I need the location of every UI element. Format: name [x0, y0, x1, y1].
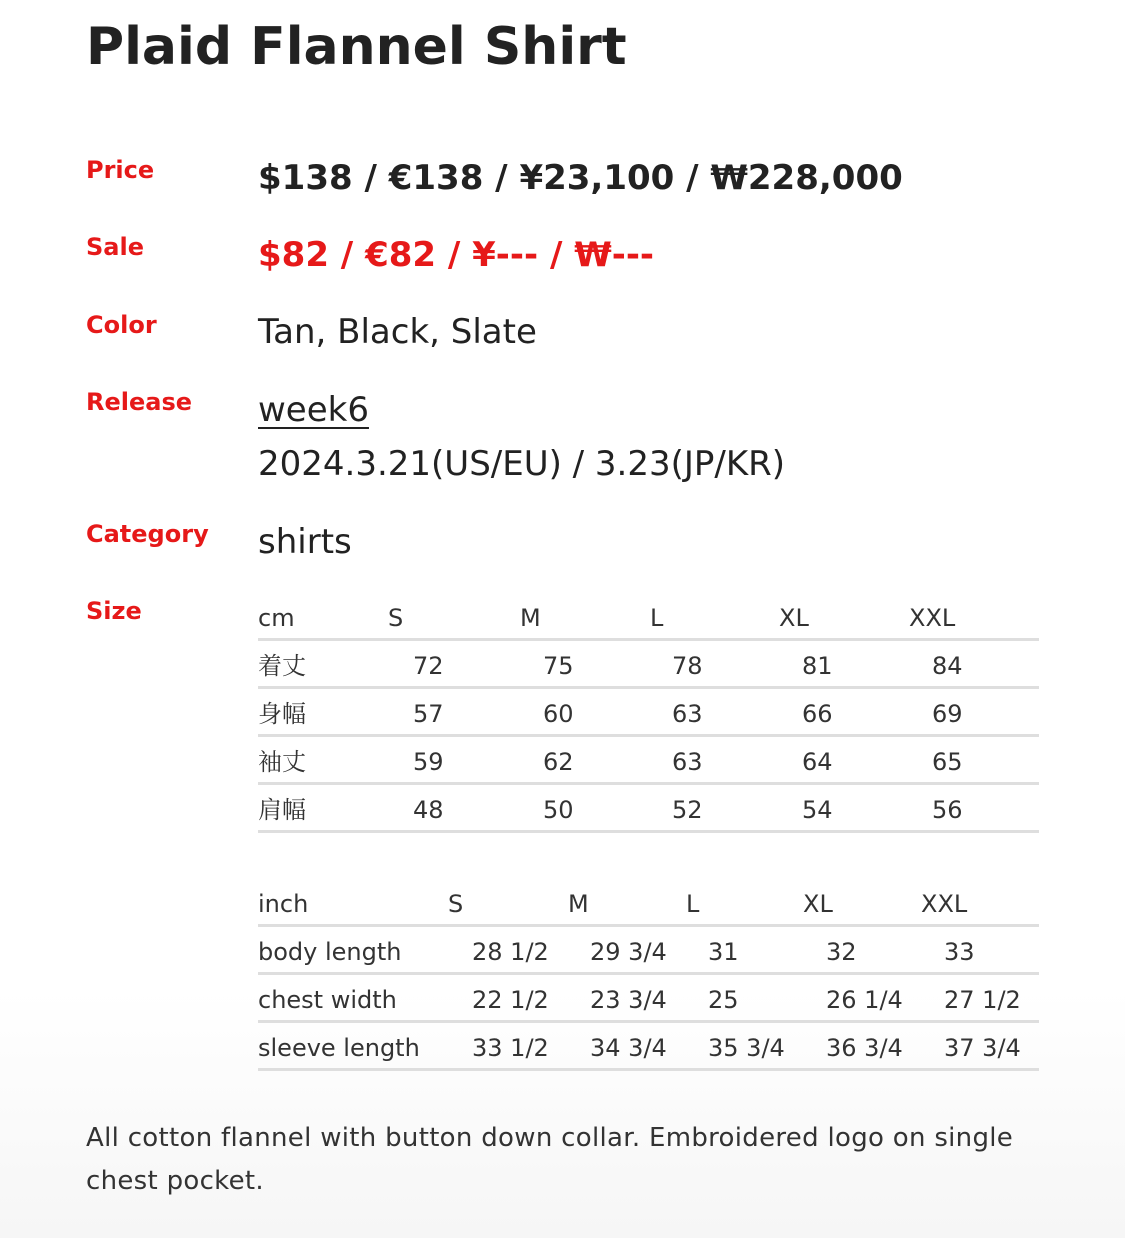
- table-cell: 36 3/4: [826, 1034, 903, 1062]
- table-row: [258, 689, 1039, 737]
- color-label: Color: [86, 311, 157, 339]
- table-cell: 25: [708, 986, 739, 1014]
- table-cell: 64: [802, 748, 833, 776]
- column-header: S: [388, 604, 404, 632]
- column-header: L: [686, 890, 700, 918]
- table-cell: 60: [543, 700, 574, 728]
- table-cell: 31: [708, 938, 739, 966]
- table-cell: 34 3/4: [590, 1034, 667, 1062]
- table-cell: 59: [413, 748, 444, 776]
- product-description: All cotton flannel with button down collar. Embroidered logo on single chest pocket.: [86, 1123, 1014, 1196]
- table-cell: 56: [932, 796, 963, 824]
- size-table-cm: [258, 593, 1039, 833]
- table-cell: 37 3/4: [944, 1034, 1021, 1062]
- column-header: XXL: [921, 890, 968, 918]
- table-cell: 26 1/4: [826, 986, 903, 1014]
- release-dates: 2024.3.21(US/EU) / 3.23(JP/KR): [258, 444, 786, 484]
- table-cell: 27 1/2: [944, 986, 1021, 1014]
- sale-value: $82 / €82 / ¥--- / ₩---: [258, 235, 655, 275]
- table-cell: 62: [543, 748, 574, 776]
- table-row: [258, 927, 1039, 975]
- color-value: Tan, Black, Slate: [258, 312, 537, 352]
- table-cell: 33 1/2: [472, 1034, 549, 1062]
- release-label: Release: [86, 388, 193, 416]
- row-label: sleeve length: [258, 1034, 420, 1062]
- size-table-inch: [258, 879, 1039, 1071]
- column-header: XL: [803, 890, 833, 918]
- row-label: 着丈: [258, 652, 306, 680]
- column-header: XL: [779, 604, 809, 632]
- table-cell: 50: [543, 796, 574, 824]
- table-row: [258, 1023, 1039, 1071]
- table-cell: 22 1/2: [472, 986, 549, 1014]
- table-cell: 52: [672, 796, 703, 824]
- product-title: Plaid Flannel Shirt: [86, 17, 627, 77]
- row-label: 肩幅: [258, 796, 306, 824]
- table-cell: 84: [932, 652, 963, 680]
- table-cell: 32: [826, 938, 857, 966]
- row-label: 袖丈: [258, 748, 306, 776]
- table-row: [258, 641, 1039, 689]
- unit-header: cm: [258, 604, 295, 632]
- table-cell: 29 3/4: [590, 938, 667, 966]
- table-cell: 54: [802, 796, 833, 824]
- table-row: [258, 785, 1039, 833]
- table-cell: 78: [672, 652, 703, 680]
- column-header: XXL: [909, 604, 956, 632]
- column-header: S: [448, 890, 464, 918]
- table-cell: 48: [413, 796, 444, 824]
- column-header: M: [568, 890, 589, 918]
- table-cell: 65: [932, 748, 963, 776]
- table-cell: 57: [413, 700, 444, 728]
- table-cell: 81: [802, 652, 833, 680]
- row-label: body length: [258, 938, 402, 966]
- table-cell: 69: [932, 700, 963, 728]
- size-label: Size: [86, 597, 142, 625]
- release-week-link[interactable]: week6: [258, 390, 369, 430]
- table-cell: 23 3/4: [590, 986, 667, 1014]
- row-label: chest width: [258, 986, 397, 1014]
- table-cell: 63: [672, 748, 703, 776]
- table-cell: 75: [543, 652, 574, 680]
- category-label: Category: [86, 520, 209, 548]
- table-cell: 33: [944, 938, 975, 966]
- category-value: shirts: [258, 522, 352, 562]
- table-cell: 66: [802, 700, 833, 728]
- table-cell: 28 1/2: [472, 938, 549, 966]
- unit-header: inch: [258, 890, 309, 918]
- table-header-row: [258, 593, 1039, 641]
- column-header: L: [650, 604, 664, 632]
- column-header: M: [520, 604, 541, 632]
- table-row: [258, 737, 1039, 785]
- sale-label: Sale: [86, 233, 144, 261]
- price-label: Price: [86, 156, 155, 184]
- table-cell: 63: [672, 700, 703, 728]
- table-cell: 72: [413, 652, 444, 680]
- price-value: $138 / €138 / ¥23,100 / ₩228,000: [258, 158, 903, 198]
- table-header-row: [258, 879, 1039, 927]
- table-row: [258, 975, 1039, 1023]
- table-cell: 35 3/4: [708, 1034, 785, 1062]
- row-label: 身幅: [258, 700, 306, 728]
